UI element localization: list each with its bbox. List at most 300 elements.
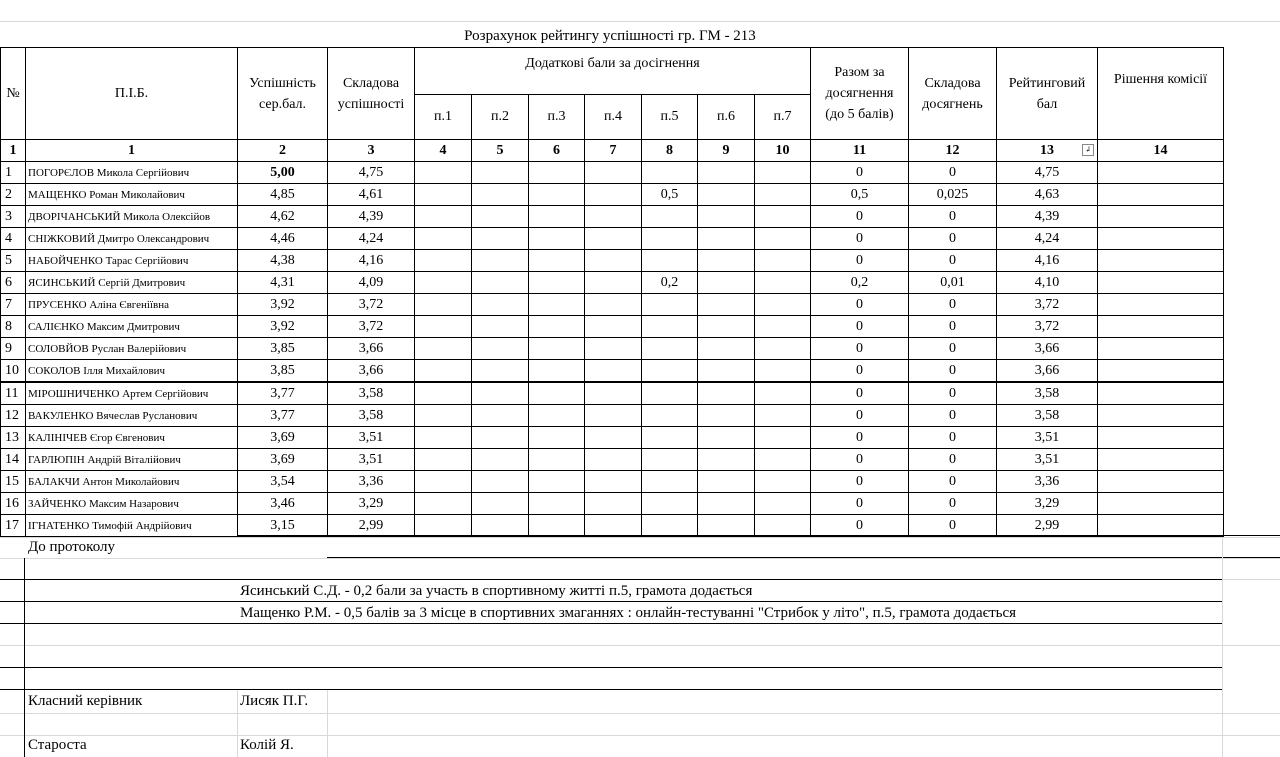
bonus-p4[interactable]	[585, 382, 642, 405]
bonus-p2[interactable]	[472, 449, 529, 471]
rating-score[interactable]: 3,66	[997, 338, 1098, 360]
achievements-component[interactable]: 0,025	[909, 184, 997, 206]
bonus-p2[interactable]	[472, 228, 529, 250]
rating-score[interactable]: 3,72	[997, 316, 1098, 338]
colnum-cell: 13 ↲	[997, 140, 1098, 162]
achievements-total[interactable]: 0	[811, 162, 909, 184]
filter-dropdown-icon[interactable]: ↲	[1082, 144, 1094, 156]
bonus-p4[interactable]	[585, 206, 642, 228]
header-extra: Додаткові бали за досігнення	[415, 48, 811, 95]
bonus-p6[interactable]	[698, 184, 755, 206]
bonus-p4[interactable]	[585, 493, 642, 515]
bonus-p1[interactable]	[415, 515, 472, 537]
bonus-p4[interactable]	[585, 449, 642, 471]
bonus-p1[interactable]	[415, 294, 472, 316]
performance-component[interactable]: 3,51	[328, 427, 415, 449]
bonus-p1[interactable]	[415, 184, 472, 206]
bonus-p4[interactable]	[585, 338, 642, 360]
student-name[interactable]: СОЛОВЙОВ Руслан Валерійович	[26, 338, 238, 360]
performance-component[interactable]: 3,72	[328, 316, 415, 338]
bonus-p6[interactable]	[698, 250, 755, 272]
column-number-row	[1, 140, 1224, 162]
bonus-p6[interactable]	[698, 272, 755, 294]
average-grade[interactable]: 3,92	[238, 316, 328, 338]
row-number[interactable]: 4	[1, 228, 26, 250]
row-number[interactable]: 14	[1, 449, 26, 471]
rating-score[interactable]: 3,66	[997, 360, 1098, 383]
bonus-p7[interactable]	[755, 493, 811, 515]
bonus-p7[interactable]	[755, 294, 811, 316]
rating-score[interactable]: 3,58	[997, 405, 1098, 427]
performance-component[interactable]: 3,66	[328, 338, 415, 360]
note-yasynskyi: Ясинський С.Д. - 0,2 бали за участь в спортивному житті п.5, грамота додається	[240, 583, 753, 599]
bonus-p5[interactable]	[642, 515, 698, 537]
bonus-p3[interactable]	[529, 162, 585, 184]
commission-decision[interactable]	[1098, 515, 1224, 537]
notes-border	[0, 579, 1222, 580]
row-number[interactable]: 16	[1, 493, 26, 515]
bonus-p1[interactable]	[415, 316, 472, 338]
student-name[interactable]: МІРОШНИЧЕНКО Артем Сергійович	[26, 382, 238, 405]
bonus-p7[interactable]	[755, 316, 811, 338]
bonus-p6[interactable]	[698, 493, 755, 515]
student-name[interactable]: СНІЖКОВИЙ Дмитро Олександрович	[26, 228, 238, 250]
sheet-title: Розрахунок рейтингу успішності гр. ГМ - 213	[464, 28, 756, 44]
student-name[interactable]: ВАКУЛЕНКО Вячеслав Русланович	[26, 405, 238, 427]
bonus-p3[interactable]	[529, 316, 585, 338]
bonus-p5[interactable]	[642, 449, 698, 471]
rating-score[interactable]: 2,99	[997, 515, 1098, 537]
achievements-total[interactable]: 0,5	[811, 184, 909, 206]
bonus-p3[interactable]	[529, 272, 585, 294]
bonus-p4[interactable]	[585, 294, 642, 316]
performance-component[interactable]: 3,29	[328, 493, 415, 515]
commission-decision[interactable]	[1098, 184, 1224, 206]
average-grade[interactable]: 4,62	[238, 206, 328, 228]
commission-decision[interactable]	[1098, 471, 1224, 493]
commission-decision[interactable]	[1098, 294, 1224, 316]
bonus-p3[interactable]	[529, 405, 585, 427]
student-name[interactable]: БАЛАКЧИ Антон Миколайович	[26, 471, 238, 493]
bonus-p3[interactable]	[529, 360, 585, 383]
achievements-component[interactable]: 0	[909, 405, 997, 427]
rating-table	[0, 47, 1224, 537]
bonus-p3[interactable]	[529, 250, 585, 272]
commission-decision[interactable]	[1098, 162, 1224, 184]
average-grade[interactable]: 4,31	[238, 272, 328, 294]
commission-decision[interactable]	[1098, 449, 1224, 471]
gridline-v	[1222, 537, 1223, 757]
bonus-p7[interactable]	[755, 228, 811, 250]
bonus-p6[interactable]	[698, 206, 755, 228]
header-row	[1, 48, 1224, 95]
bonus-p7[interactable]	[755, 272, 811, 294]
bonus-p4[interactable]	[585, 405, 642, 427]
achievements-component[interactable]: 0	[909, 493, 997, 515]
rating-score[interactable]: 3,51	[997, 427, 1098, 449]
student-name[interactable]: ІГНАТЕНКО Тимофій Андрійович	[26, 515, 238, 537]
bonus-p6[interactable]	[698, 382, 755, 405]
row-number[interactable]: 9	[1, 338, 26, 360]
achievements-component[interactable]: 0	[909, 338, 997, 360]
bonus-p3[interactable]	[529, 338, 585, 360]
student-name[interactable]: СОКОЛОВ Ілля Михайлович	[26, 360, 238, 383]
bonus-p5[interactable]	[642, 471, 698, 493]
bonus-p5[interactable]	[642, 382, 698, 405]
performance-component[interactable]: 4,24	[328, 228, 415, 250]
protocol-underline	[327, 557, 1280, 558]
bonus-p1[interactable]	[415, 338, 472, 360]
commission-decision[interactable]	[1098, 250, 1224, 272]
bonus-p2[interactable]	[472, 338, 529, 360]
bonus-p5[interactable]	[642, 316, 698, 338]
performance-component[interactable]: 3,72	[328, 294, 415, 316]
achievements-component[interactable]: 0	[909, 360, 997, 383]
bonus-p2[interactable]	[472, 272, 529, 294]
average-grade[interactable]: 4,46	[238, 228, 328, 250]
colnum-cell: 12	[909, 140, 997, 162]
table-row	[1, 272, 1224, 294]
achievements-total[interactable]: 0	[811, 449, 909, 471]
average-grade[interactable]: 3,69	[238, 427, 328, 449]
bonus-p3[interactable]	[529, 427, 585, 449]
bonus-p2[interactable]	[472, 515, 529, 537]
achievements-total[interactable]: 0	[811, 250, 909, 272]
average-grade[interactable]: 5,00	[238, 162, 328, 184]
gridline	[0, 537, 1280, 538]
average-grade[interactable]: 4,85	[238, 184, 328, 206]
bonus-p4[interactable]	[585, 184, 642, 206]
colnum-cell: 8	[642, 140, 698, 162]
commission-decision[interactable]	[1098, 228, 1224, 250]
rating-score[interactable]: 4,10	[997, 272, 1098, 294]
bonus-p2[interactable]	[472, 493, 529, 515]
performance-component[interactable]: 2,99	[328, 515, 415, 537]
colnum-cell: 6	[529, 140, 585, 162]
bonus-p1[interactable]	[415, 272, 472, 294]
row-number[interactable]: 13	[1, 427, 26, 449]
bonus-p7[interactable]	[755, 162, 811, 184]
bonus-p2[interactable]	[472, 427, 529, 449]
bonus-p1[interactable]	[415, 228, 472, 250]
bonus-p7[interactable]	[755, 206, 811, 228]
row-number[interactable]: 2	[1, 184, 26, 206]
student-name[interactable]: САЛІЄНКО Максим Дмитрович	[26, 316, 238, 338]
table-row	[1, 493, 1224, 515]
student-name[interactable]: НАБОЙЧЕНКО Тарас Сергійович	[26, 250, 238, 272]
bonus-p2[interactable]	[472, 206, 529, 228]
commission-decision[interactable]	[1098, 405, 1224, 427]
bonus-p1[interactable]	[415, 250, 472, 272]
rating-score[interactable]: 3,36	[997, 471, 1098, 493]
notes-border	[0, 601, 1222, 602]
bonus-p5[interactable]	[642, 206, 698, 228]
student-name[interactable]: ГАРЛЮПІН Андрій Віталійович	[26, 449, 238, 471]
achievements-total[interactable]: 0	[811, 316, 909, 338]
gridline	[0, 645, 1280, 646]
student-name[interactable]: ПОГОРЄЛОВ Микола Сергійович	[26, 162, 238, 184]
average-grade[interactable]: 4,38	[238, 250, 328, 272]
bonus-p2[interactable]	[472, 294, 529, 316]
bonus-p4[interactable]	[585, 272, 642, 294]
average-grade[interactable]: 3,15	[238, 515, 328, 537]
student-name[interactable]: ЯСИНСЬКИЙ Сергій Дмитрович	[26, 272, 238, 294]
achievements-component[interactable]: 0	[909, 515, 997, 537]
bonus-p6[interactable]	[698, 316, 755, 338]
bonus-p3[interactable]	[529, 449, 585, 471]
bonus-p5[interactable]: 0,5	[642, 184, 698, 206]
achievements-component[interactable]: 0	[909, 294, 997, 316]
row-number[interactable]: 12	[1, 405, 26, 427]
bonus-p6[interactable]	[698, 405, 755, 427]
bonus-p6[interactable]	[698, 427, 755, 449]
bonus-p7[interactable]	[755, 405, 811, 427]
bonus-p3[interactable]	[529, 206, 585, 228]
rating-score[interactable]: 4,24	[997, 228, 1098, 250]
bonus-p6[interactable]	[698, 449, 755, 471]
row-number[interactable]: 11	[1, 382, 26, 405]
achievements-total[interactable]: 0	[811, 427, 909, 449]
header-p1: п.1	[415, 95, 472, 140]
bonus-p7[interactable]	[755, 471, 811, 493]
table-row	[1, 294, 1224, 316]
row-number[interactable]: 15	[1, 471, 26, 493]
bonus-p4[interactable]	[585, 228, 642, 250]
performance-component[interactable]: 3,66	[328, 360, 415, 383]
row-number[interactable]: 5	[1, 250, 26, 272]
achievements-component[interactable]: 0,01	[909, 272, 997, 294]
average-grade[interactable]: 3,92	[238, 294, 328, 316]
average-grade[interactable]: 3,85	[238, 338, 328, 360]
bonus-p2[interactable]	[472, 162, 529, 184]
commission-decision[interactable]	[1098, 316, 1224, 338]
performance-component[interactable]: 4,39	[328, 206, 415, 228]
header-p4: п.4	[585, 95, 642, 140]
colnum-cell: 1	[1, 140, 26, 162]
row-number[interactable]: 3	[1, 206, 26, 228]
table-row	[1, 515, 1224, 537]
bonus-p4[interactable]	[585, 515, 642, 537]
performance-component[interactable]: 4,16	[328, 250, 415, 272]
colnum-cell: 3	[328, 140, 415, 162]
achievements-component[interactable]: 0	[909, 206, 997, 228]
bonus-p6[interactable]	[698, 162, 755, 184]
achievements-total[interactable]: 0	[811, 405, 909, 427]
rating-score[interactable]: 3,72	[997, 294, 1098, 316]
bonus-p5[interactable]	[642, 338, 698, 360]
bonus-p1[interactable]	[415, 427, 472, 449]
achievements-total[interactable]: 0	[811, 338, 909, 360]
rating-score[interactable]: 4,16	[997, 250, 1098, 272]
header-p5: п.5	[642, 95, 698, 140]
achievements-component[interactable]: 0	[909, 250, 997, 272]
table-row	[1, 382, 1224, 405]
bonus-p1[interactable]	[415, 405, 472, 427]
bonus-p6[interactable]	[698, 338, 755, 360]
bonus-p1[interactable]	[415, 162, 472, 184]
colnum-cell: 14	[1098, 140, 1224, 162]
bonus-p7[interactable]	[755, 427, 811, 449]
average-grade[interactable]: 3,69	[238, 449, 328, 471]
protocol-border	[237, 535, 1280, 536]
bonus-p3[interactable]	[529, 294, 585, 316]
average-grade[interactable]: 3,77	[238, 405, 328, 427]
commission-decision[interactable]	[1098, 338, 1224, 360]
bonus-p2[interactable]	[472, 471, 529, 493]
rating-score[interactable]: 4,63	[997, 184, 1098, 206]
bonus-p1[interactable]	[415, 471, 472, 493]
average-grade[interactable]: 3,77	[238, 382, 328, 405]
table-row	[1, 427, 1224, 449]
achievements-component[interactable]: 0	[909, 382, 997, 405]
rating-score[interactable]: 3,51	[997, 449, 1098, 471]
performance-component[interactable]: 3,51	[328, 449, 415, 471]
notes-left-border	[24, 558, 25, 757]
row-number[interactable]: 17	[1, 515, 26, 537]
student-name[interactable]: МАЩЕНКО Роман Миколайович	[26, 184, 238, 206]
performance-component[interactable]: 4,61	[328, 184, 415, 206]
table-row	[1, 316, 1224, 338]
bonus-p5[interactable]	[642, 228, 698, 250]
performance-component[interactable]: 4,09	[328, 272, 415, 294]
bonus-p2[interactable]	[472, 250, 529, 272]
achievements-total[interactable]: 0	[811, 294, 909, 316]
achievements-total[interactable]: 0	[811, 515, 909, 537]
gridline-v	[327, 690, 328, 757]
bonus-p2[interactable]	[472, 382, 529, 405]
bonus-p3[interactable]	[529, 228, 585, 250]
row-number[interactable]: 7	[1, 294, 26, 316]
bonus-p4[interactable]	[585, 162, 642, 184]
header-p6: п.6	[698, 95, 755, 140]
bonus-p3[interactable]	[529, 382, 585, 405]
header-ach-comp: Складова досягнень	[909, 48, 997, 140]
table-row	[1, 162, 1224, 184]
bonus-p4[interactable]	[585, 427, 642, 449]
commission-decision[interactable]	[1098, 272, 1224, 294]
colnum-cell: 4	[415, 140, 472, 162]
bonus-p3[interactable]	[529, 184, 585, 206]
performance-component[interactable]: 4,75	[328, 162, 415, 184]
row-number[interactable]: 6	[1, 272, 26, 294]
bonus-p7[interactable]	[755, 515, 811, 537]
bonus-p2[interactable]	[472, 184, 529, 206]
bonus-p6[interactable]	[698, 471, 755, 493]
bonus-p7[interactable]	[755, 338, 811, 360]
achievements-total[interactable]: 0,2	[811, 272, 909, 294]
achievements-total[interactable]: 0	[811, 228, 909, 250]
student-name[interactable]: ЗАЙЧЕНКО Максим Назарович	[26, 493, 238, 515]
achievements-component[interactable]: 0	[909, 449, 997, 471]
bonus-p7[interactable]	[755, 250, 811, 272]
achievements-component[interactable]: 0	[909, 316, 997, 338]
bonus-p5[interactable]	[642, 405, 698, 427]
bonus-p2[interactable]	[472, 405, 529, 427]
bonus-p1[interactable]	[415, 360, 472, 383]
commission-decision[interactable]	[1098, 382, 1224, 405]
bonus-p5[interactable]	[642, 360, 698, 383]
achievements-total[interactable]: 0	[811, 206, 909, 228]
bonus-p1[interactable]	[415, 382, 472, 405]
performance-component[interactable]: 3,58	[328, 382, 415, 405]
rating-score[interactable]: 4,75	[997, 162, 1098, 184]
bonus-p1[interactable]	[415, 206, 472, 228]
commission-decision[interactable]	[1098, 206, 1224, 228]
bonus-p2[interactable]	[472, 360, 529, 383]
achievements-component[interactable]: 0	[909, 228, 997, 250]
average-grade[interactable]: 3,54	[238, 471, 328, 493]
achievements-total[interactable]: 0	[811, 382, 909, 405]
notes-border	[0, 623, 1222, 624]
commission-decision[interactable]	[1098, 360, 1224, 383]
achievements-component[interactable]: 0	[909, 162, 997, 184]
bonus-p5[interactable]: 0,2	[642, 272, 698, 294]
bonus-p2[interactable]	[472, 316, 529, 338]
row-number[interactable]: 1	[1, 162, 26, 184]
header-rating: Рейтинговий бал	[997, 48, 1098, 140]
row-number[interactable]: 8	[1, 316, 26, 338]
achievements-component[interactable]: 0	[909, 427, 997, 449]
gridline-v	[237, 690, 238, 757]
bonus-p1[interactable]	[415, 449, 472, 471]
bonus-p7[interactable]	[755, 360, 811, 383]
table-row	[1, 405, 1224, 427]
table-row	[1, 228, 1224, 250]
bonus-p5[interactable]	[642, 294, 698, 316]
student-name[interactable]: КАЛІНІЧЕВ Єгор Євгенович	[26, 427, 238, 449]
achievements-total[interactable]: 0	[811, 493, 909, 515]
commission-decision[interactable]	[1098, 493, 1224, 515]
bonus-p7[interactable]	[755, 382, 811, 405]
bonus-p4[interactable]	[585, 250, 642, 272]
bonus-p6[interactable]	[698, 360, 755, 383]
student-name[interactable]: ДВОРІЧАНСЬКИЙ Микола Олексійов	[26, 206, 238, 228]
bonus-p3[interactable]	[529, 515, 585, 537]
bonus-p5[interactable]	[642, 162, 698, 184]
bonus-p6[interactable]	[698, 515, 755, 537]
bonus-p7[interactable]	[755, 184, 811, 206]
commission-decision[interactable]	[1098, 427, 1224, 449]
bonus-p4[interactable]	[585, 360, 642, 383]
rating-score[interactable]: 3,58	[997, 382, 1098, 405]
bonus-p5[interactable]	[642, 250, 698, 272]
achievements-total[interactable]: 0	[811, 471, 909, 493]
bonus-p7[interactable]	[755, 449, 811, 471]
bonus-p5[interactable]	[642, 493, 698, 515]
average-grade[interactable]: 3,46	[238, 493, 328, 515]
bonus-p1[interactable]	[415, 493, 472, 515]
colnum-cell: 1	[26, 140, 238, 162]
colnum-cell: 10	[755, 140, 811, 162]
performance-component[interactable]: 3,58	[328, 405, 415, 427]
average-grade[interactable]: 3,85	[238, 360, 328, 383]
bonus-p6[interactable]	[698, 228, 755, 250]
bonus-p5[interactable]	[642, 427, 698, 449]
achievements-component[interactable]: 0	[909, 471, 997, 493]
student-name[interactable]: ПРУСЕНКО Аліна Євгеніївна	[26, 294, 238, 316]
rating-score[interactable]: 3,29	[997, 493, 1098, 515]
bonus-p3[interactable]	[529, 471, 585, 493]
rating-score[interactable]: 4,39	[997, 206, 1098, 228]
bonus-p4[interactable]	[585, 316, 642, 338]
achievements-total[interactable]: 0	[811, 360, 909, 383]
colnum-cell: 9	[698, 140, 755, 162]
performance-component[interactable]: 3,36	[328, 471, 415, 493]
bonus-p3[interactable]	[529, 493, 585, 515]
row-number[interactable]: 10	[1, 360, 26, 383]
bonus-p4[interactable]	[585, 471, 642, 493]
bonus-p6[interactable]	[698, 294, 755, 316]
